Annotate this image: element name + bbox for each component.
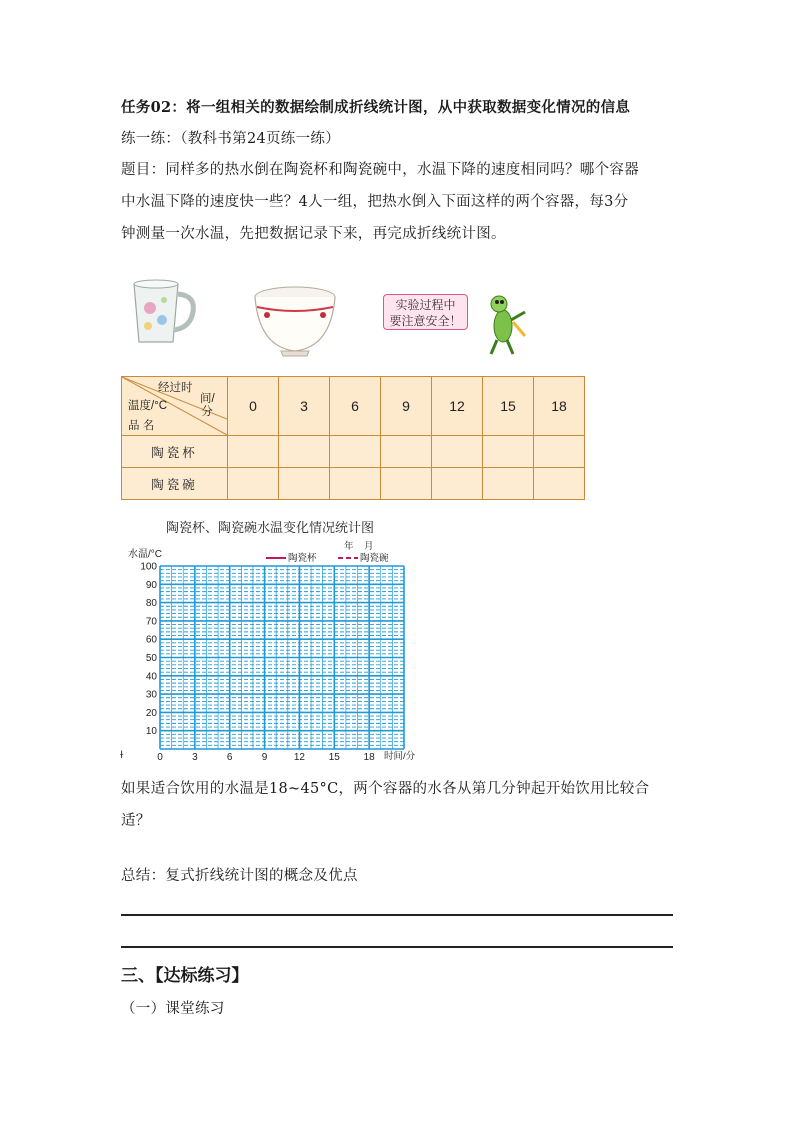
chart-date-label: 年 月 — [344, 541, 374, 552]
y-tick-label: 90 — [145, 579, 157, 591]
header-temperature-label: 温度/°C — [128, 400, 168, 412]
section-subheading: （一）课堂练习 — [121, 1001, 225, 1017]
chart-title: 陶瓷杯、陶瓷碗水温变化情况统计图 — [165, 520, 375, 535]
y-tick-labels — [140, 562, 157, 738]
y-tick-label: 60 — [145, 634, 157, 646]
question-line-3: 钟测量一次水温，先把数据记录下来，再完成折线统计图。 — [121, 226, 506, 242]
x-tick-labels — [157, 752, 375, 763]
time-header-12: 12 — [432, 377, 483, 436]
y-tick-label: 20 — [145, 707, 157, 719]
temperature-record-table — [121, 376, 585, 500]
header-elapsed-label: 经过时 — [158, 382, 193, 394]
practice-reference: 练一练：（教科书第24页练一练） — [121, 131, 340, 147]
section-heading: 三、【达标练习】 — [121, 966, 249, 986]
x-tick-label: 12 — [293, 752, 305, 763]
header-time-unit: 间/分 — [200, 393, 215, 418]
bubble-line-2: 要注意安全！ — [389, 314, 462, 328]
header-item-name: 品 名 — [128, 420, 155, 432]
legend-label: 陶瓷杯 — [288, 553, 317, 564]
time-header-15: 15 — [483, 377, 534, 436]
time-header-9: 9 — [381, 377, 432, 436]
answer-line-2[interactable] — [121, 946, 673, 948]
bowl-cell[interactable] — [330, 468, 381, 500]
bowl-cell[interactable] — [228, 468, 279, 500]
pea-cartoon-mascot — [473, 292, 531, 356]
cup-cell[interactable] — [534, 436, 585, 468]
y-tick-label: 80 — [145, 598, 157, 610]
x-tick-label: 15 — [328, 752, 340, 763]
bowl-cell[interactable] — [534, 468, 585, 500]
bubble-line-1: 实验过程中 — [395, 298, 456, 312]
answer-line-1[interactable] — [121, 914, 673, 916]
temperature-line-chart — [116, 514, 426, 766]
bowl-cell[interactable] — [483, 468, 534, 500]
speech-bubble — [383, 294, 468, 330]
y-tick-label: 50 — [145, 653, 157, 664]
summary-text: 总结：复式折线统计图的概念及优点 — [121, 868, 358, 884]
time-header-18: 18 — [534, 377, 585, 436]
ceramic-cup-image — [128, 278, 202, 348]
question-line-1: 题目：同样多的热水倒在陶瓷杯和陶瓷碗中，水温下降的速度相同吗？哪个容器 — [121, 162, 639, 178]
chart-legend — [266, 552, 389, 564]
cup-cell[interactable] — [330, 436, 381, 468]
x-tick-label: 9 — [261, 752, 268, 763]
row-label-bowl: 陶瓷碗 — [122, 468, 228, 500]
bowl-cell[interactable] — [279, 468, 330, 500]
chart-grid — [160, 566, 404, 749]
bowl-cell[interactable] — [381, 468, 432, 500]
legend-label: 陶瓷碗 — [360, 553, 389, 564]
x-tick-label: 3 — [192, 752, 198, 763]
x-tick-label: 6 — [226, 752, 233, 763]
cup-cell[interactable] — [228, 436, 279, 468]
x-axis-label: 时间/分 — [384, 751, 416, 762]
x-tick-label: 18 — [363, 752, 375, 763]
row-label-cup: 陶瓷杯 — [122, 436, 228, 468]
ceramic-bowl-image — [253, 285, 337, 357]
time-header-0: 0 — [228, 377, 279, 436]
time-header-6: 6 — [330, 377, 381, 436]
table-corner-header — [122, 377, 228, 436]
time-header-3: 3 — [279, 377, 330, 436]
y-axis-label: 水温/°C — [128, 549, 162, 560]
y-tick-label: 70 — [145, 616, 157, 628]
y-tick-label: 10 — [145, 726, 157, 738]
axis-origin-mark: ɫ — [120, 750, 124, 761]
cup-cell[interactable] — [279, 436, 330, 468]
y-tick-label: 40 — [145, 671, 157, 683]
y-tick-label: 100 — [140, 561, 157, 573]
task-title: 任务02：将一组相关的数据绘制成折线统计图，从中获取数据变化情况的信息 — [121, 99, 631, 116]
bowl-cell[interactable] — [432, 468, 483, 500]
cup-cell[interactable] — [483, 436, 534, 468]
x-tick-label: 0 — [157, 752, 163, 763]
question-line-2: 中水温下降的速度快一些？4人一组，把热水倒入下面这样的两个容器，每3分 — [121, 194, 629, 210]
cup-cell[interactable] — [432, 436, 483, 468]
cup-cell[interactable] — [381, 436, 432, 468]
question2-line-1: 如果适合饮用的水温是18~45°C，两个容器的水各从第几分钟起开始饮用比较合 — [121, 781, 650, 797]
y-tick-label: 30 — [145, 689, 157, 701]
question2-line-2: 适？ — [121, 813, 151, 829]
